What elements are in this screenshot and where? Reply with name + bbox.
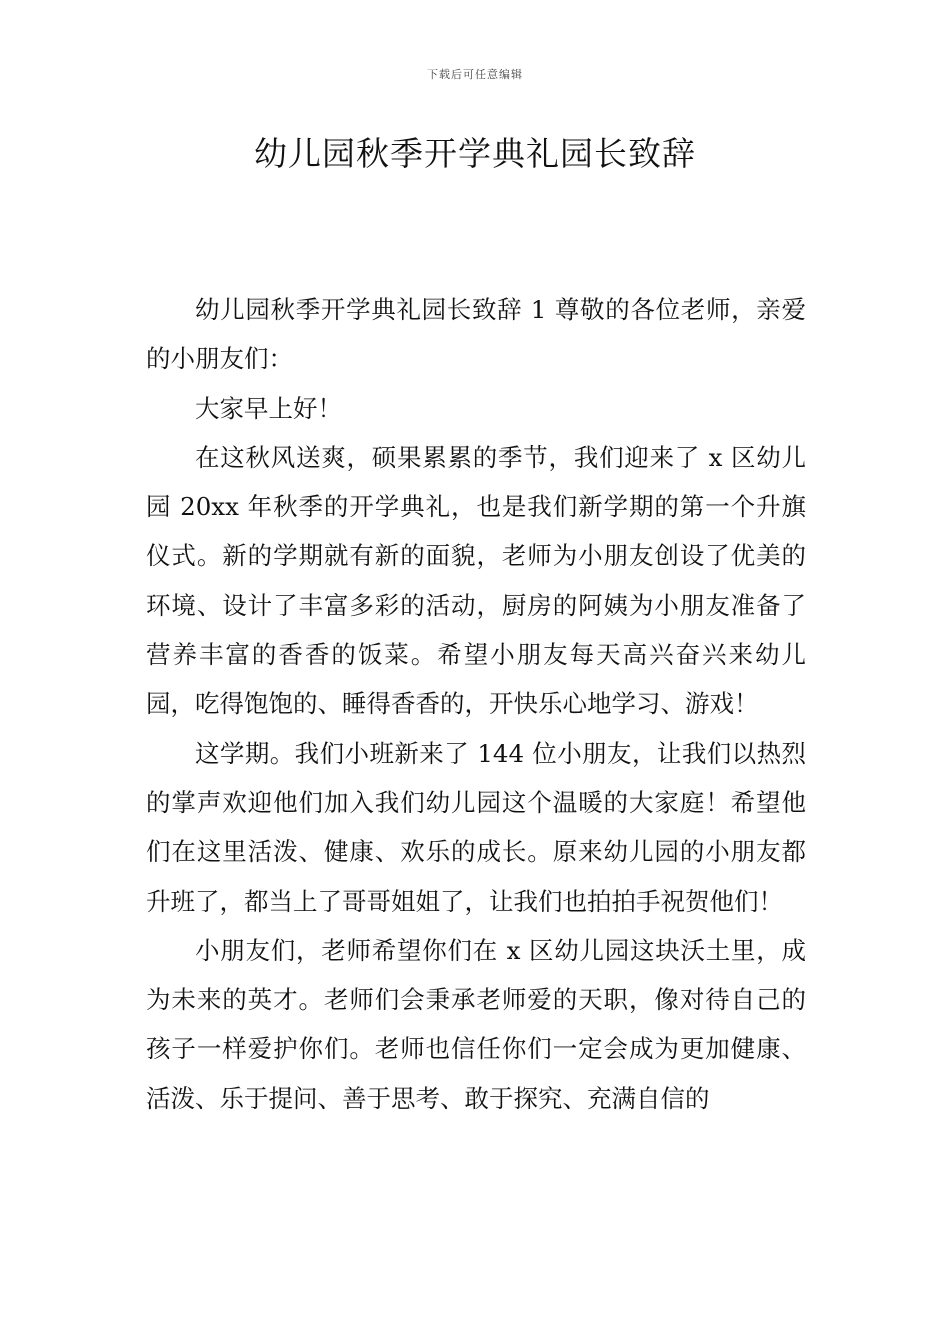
page-title: 幼儿园秋季开学典礼园长致辞 bbox=[254, 134, 696, 173]
document-body bbox=[146, 285, 806, 1123]
header-note: 下载后可任意编辑 bbox=[427, 68, 523, 81]
paragraph-greeting: 幼儿园秋季开学典礼园长致辞 1 尊敬的各位老师，亲爱的小朋友们： bbox=[146, 295, 806, 374]
paragraph-new-students: 这学期。我们小班新来了 144 位小朋友，让我们以热烈的掌声欢迎他们加入我们幼儿园这个温暖的大家庭！希望他们在这里活泼、健康、欢乐的成长。原来幼儿园的小朋友都升班了，都当上了哥哥姐姐了，让我们也拍拍手祝贺他们！ bbox=[146, 738, 806, 916]
paragraph-good-morning: 大家早上好！ bbox=[195, 393, 342, 423]
paragraph-expectations: 小朋友们，老师希望你们在 x 区幼儿园这块沃土里，成为未来的英才。老师们会秉承老师爱的天职，像对待自己的孩子一样爱护你们。老师也信任你们一定会成为更加健康、活泼、乐于提问、善于思考、敢于探究、充满自信的 bbox=[146, 935, 806, 1113]
paragraph-autumn-opening: 在这秋风送爽，硕果累累的季节，我们迎来了 x 区幼儿园 20xx 年秋季的开学典礼，也是我们新学期的第一个升旗仪式。新的学期就有新的面貌，老师为小朋友创设了优美的环境、设计了丰富多彩的活动，厨房的阿姨为小朋友准备了营养丰富的香香的饭菜。希望小朋友每天高兴奋兴来幼儿园，吃得饱饱的、睡得香香的，开快乐心地学习、游戏！ bbox=[146, 442, 806, 719]
